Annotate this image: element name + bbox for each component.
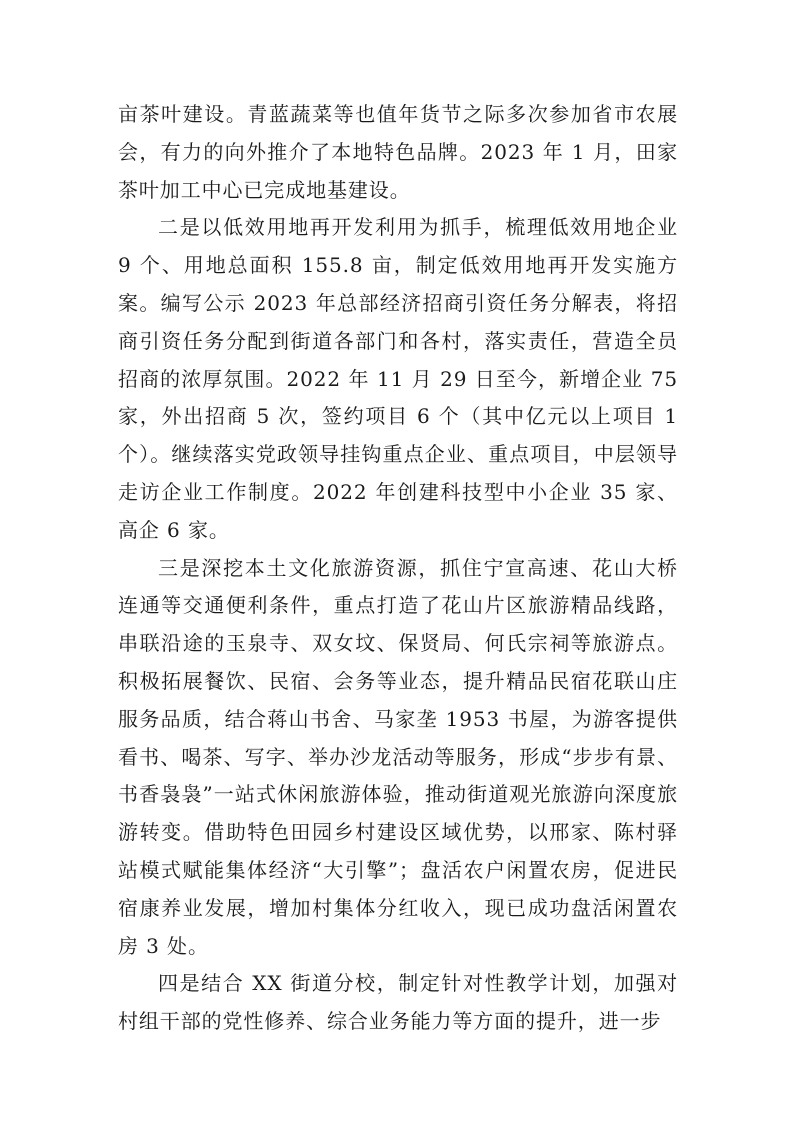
paragraph-tourism: 三是深挖本土文化旅游资源，抓住宁宣高速、花山大桥连通等交通便利条件，重点打造了花山片区旅游精品线路，串联沿途的玉泉寺、双女坟、保贤局、何氏宗祠等旅游点。积极拓展餐饮、民宿、会务等业态，提升精品民宿花联山庄服务品质，结合蒋山书舍、马家垄 1953 书屋，为游客提供看书、喝茶、写字、举办沙龙活动等服务，形成“步步有景、书香袅袅”一站式休闲旅游体验，推动街道观光旅游向深度旅游转变。借助特色田园乡村建设区域优势，以邢家、陈村驿站模式赋能集体经济“大引擎”；盘活农户闲置农房，促进民宿康养业发展，增加村集体分红收入，现已成功盘活闲置农房 3 处。 bbox=[118, 555, 678, 958]
document-page bbox=[118, 96, 678, 1041]
paragraph-continuation: 亩茶叶建设。青蓝蔬菜等也值年货节之际多次参加省市农展会，有力的向外推介了本地特色品牌。2023 年 1 月，田家茶叶加工中心已完成地基建设。 bbox=[118, 102, 678, 202]
paragraph-training: 四是结合 XX 街道分校，制定针对性教学计划，加强对村组干部的党性修养、综合业务能力等方面的提升，进一步 bbox=[118, 971, 678, 1034]
paragraph-land-use: 二是以低效用地再开发利用为抓手，梳理低效用地企业 9 个、用地总面积 155.8 亩，制定低效用地再开发实施方案。编写公示 2023 年总部经济招商引资任务分解表，将招商引资任务分配到街道各部门和各村，落实责任，营造全员招商的浓厚氛围。2022 年 11 月 29 日至今，新增企业 75 家，外出招商 5 次，签约项目 6 个（其中亿元以上项目 1 个）。继续落实党政领导挂钩重点企业、重点项目，中层领导走访企业工作制度。2022 年创建科技型中小企业 35 家、高企 6 家。 bbox=[118, 215, 678, 542]
